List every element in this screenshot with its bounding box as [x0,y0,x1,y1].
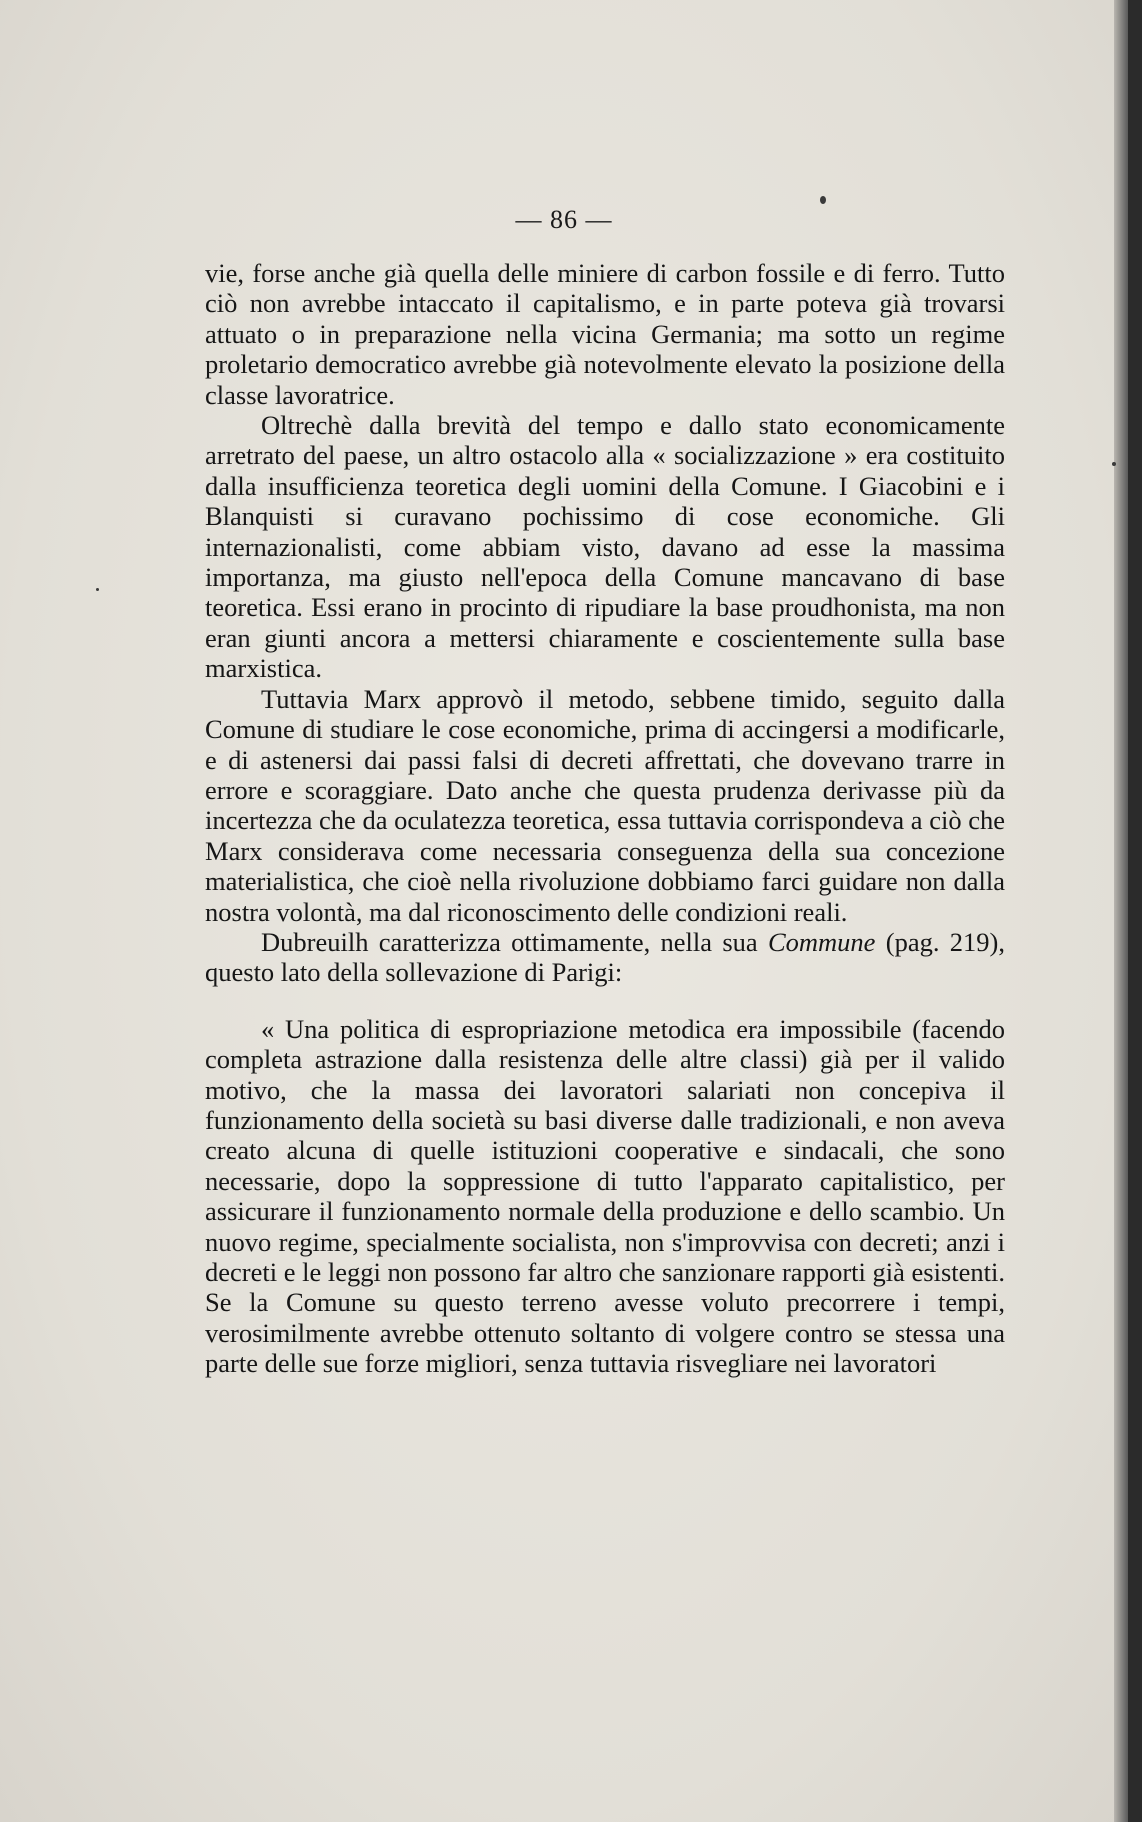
ink-speck [820,196,826,204]
paragraph-dubreuilh [205,927,1005,988]
commune-title: Commune [767,926,876,957]
ink-speck [1112,462,1116,466]
dubreuilh-text-before: Dubreuilh caratterizza ottimamente, nella sua [261,926,768,957]
ink-speck [96,588,99,591]
quote-paragraph: « Una politica di espropriazione metodica era impossibile (facendo completa astrazione dalla resistenza delle altre classi) già per il valido motivo, che la massa dei lavoratori salariati non concepiva il funzionamento della società su basi diverse dalle tradizionali, e non aveva creato alcuna di quelle istituzioni cooperative e sindacali, che sono necessarie, dopo la soppressione di tutto l'apparato capitalistico, per assicurare il funzionamento normale della produzione e dello scambio. Un nuovo regime, specialmente socialista, non s'improvvisa con decreti; anzi i decreti e le leggi non possono far altro che sanzionare rapporti già esistenti. Se la Comune su questo terreno avesse voluto precorrere i tempi, verosimilmente avrebbe ottenuto soltanto di volgere contro se stessa una parte delle sue forze migliori, senza tuttavia risvegliare nei lavoratori [205,1013,1005,1379]
paragraph-continuation: vie, forse anche già quella delle miniere di carbon fossile e di ferro. Tutto ciò non avrebbe intaccato il capitalismo, e in parte poteva già trovarsi attuato o in preparazione nella vicina Germania; ma sotto un regime proletario democratico avrebbe già notevolmente elevato la posizione della classe lavoratrice. [205,258,1005,410]
body-text [205,258,1005,1379]
paragraph-oltreche: Oltrechè dalla brevità del tempo e dallo stato economicamente arretrato del paese, un altro ostacolo alla « socializzazione » era costituito dalla insufficienza teoretica degli uomini della Comune. I Giacobini e i Blanquisti si curavano pochissimo di cose economiche. Gli internazionalisti, come abbiam visto, davano ad esse la massima importanza, ma giusto nell'epoca della Comune mancavano di base teoretica. Essi erano in procinto di ripudiare la base proudhonista, ma non eran giunti ancora a mettersi chiaramente e coscientemente sulla base marxistica. [205,410,1005,684]
page-edge-shadow [1114,0,1128,1822]
page-number: — 86 — [515,205,613,234]
paragraph-tuttavia: Tuttavia Marx approvò il metodo, sebbene timido, seguito dalla Comune di studiare le cose economiche, prima di accingersi a modificarle, e di astenersi dai passi falsi di decreti affrettati, che dovevano trarre in errore e scoraggiare. Dato anche che questa prudenza derivasse più da incertezza che da oculatezza teoretica, essa tuttavia corrispondeva a ciò che Marx considerava come necessaria conseguenza della sua concezione materialistica, che cioè nella rivoluzione dobbiamo farci guidare non dalla nostra volontà, ma dal riconoscimento delle condizioni reali. [205,683,1005,927]
dubreuilh-text-after: (pag. 219), questo lato della sollevazione di Parigi: [205,926,1005,988]
